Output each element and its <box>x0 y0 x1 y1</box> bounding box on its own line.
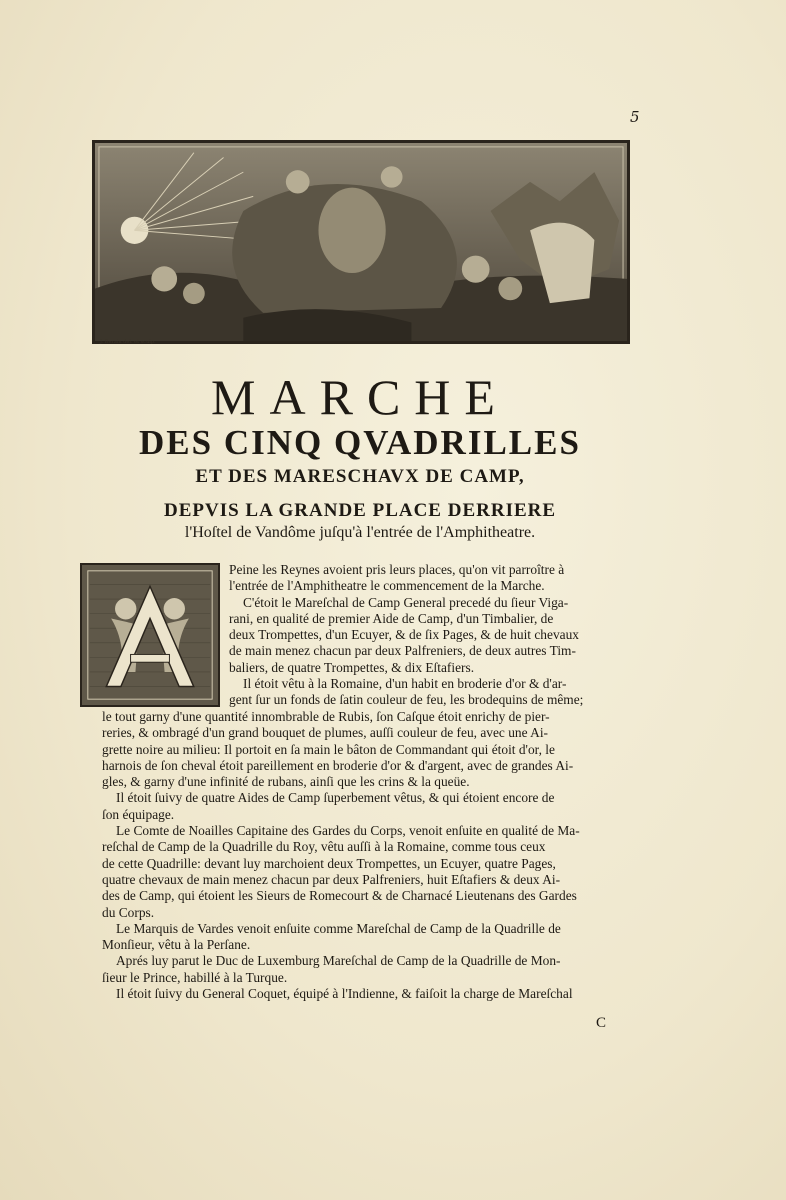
text-line: rani, en qualité de premier Aide de Camp, d'un Timbalier, de <box>229 610 554 626</box>
text-line: le tout garny d'une quantité innombrable de Rubis, ſon Caſque étoit enrichy de pier- <box>102 709 550 724</box>
text-line: quatre chevaux de main menez chacun par deux Palfreniers, huit Eſtafiers & deux Ai- <box>102 871 561 887</box>
text-line: ſieur le Prince, habillé à la Turque. <box>102 969 288 985</box>
text-line: grette noire au milieu: Il portoit en ſa main le bâton de Commandant qui étoit d'or, le <box>102 741 555 757</box>
title-marche: MARCHE <box>211 369 509 425</box>
page-number: 5 <box>630 108 640 126</box>
text-line: harnois de ſon cheval étoit pareillement en broderie d'or & d'argent, avec de grandes Ai- <box>102 757 574 773</box>
text-line: reries, & ombragé d'un grand bouquet de plumes, auſſi couleur de feu, avec une Ai- <box>102 725 549 741</box>
text-line: de main menez chacun par deux Palfreniers, de deux autres Tim- <box>229 643 576 659</box>
dropcap-illustrated-letter <box>80 563 220 707</box>
text-line: Il étoit vêtu à la Romaine, d'un habit en broderie d'or & d'ar- <box>243 676 567 692</box>
text-line: Il étoit ſuivy de quatre Aides de Camp ſuperbement vêtus, & qui étoient encore de <box>116 790 555 806</box>
text-line: ſon équipage. <box>102 806 175 822</box>
title-hostel-vandome: l'Hoſtel de Vandôme juſqu'à l'entrée de l'Amphitheatre. <box>184 524 536 541</box>
signature-mark: C <box>596 1015 607 1031</box>
body-text-opening <box>229 562 611 709</box>
text-line: baliers, de quatre Trompettes, & dix Eſtafiers. <box>229 659 475 675</box>
title-mareschaux: ET DES MARESCHAVX DE CAMP, <box>195 466 525 487</box>
text-line: reſchal de Camp de la Quadrille du Roy, vêtu auſſi à la Romaine, comme tous ceux <box>102 839 546 855</box>
text-line: C'étoit le Mareſchal de Camp General precedé du ſieur Viga- <box>243 594 569 610</box>
body-text-main <box>102 709 611 1002</box>
engraver-credit: J. Berain del. et sculp. <box>100 339 156 345</box>
text-line: Aprés luy parut le Duc de Luxemburg Mareſchal de Camp de la Quadrille de Mon- <box>116 953 561 969</box>
text-line: des de Camp, qui étoient les Sieurs de Romecourt & de Charnacé Lieutenans des Gardes <box>102 888 577 904</box>
title-cinq-quadrilles: DES CINQ QVADRILLES <box>139 423 581 462</box>
text-line: du Corps. <box>102 904 155 920</box>
text-line: Monſieur, vêtu à la Perſane. <box>102 937 251 953</box>
title-grande-place: DEPVIS LA GRANDE PLACE DERRIERE <box>163 500 557 521</box>
text-line: l'entrée de l'Amphitheatre le commencement de la Marche. <box>229 578 545 594</box>
engraved-banner-illustration <box>92 140 630 344</box>
text-line: Le Marquis de Vardes venoit enſuite comme Mareſchal de Camp de la Quadrille de <box>116 920 561 936</box>
text-line: deux Trompettes, d'un Ecuyer, & de ſix Pages, & de huit chevaux <box>229 627 579 643</box>
text-line: Peine les Reynes avoient pris leurs places, qu'on vit parroître à <box>229 562 565 577</box>
text-line: gles, & garny d'une infinité de rubans, ainſi que les crins & la queüe. <box>102 774 470 790</box>
text-line: gent ſur un fonds de ſatin couleur de feu, les brodequins de même; <box>229 692 584 708</box>
text-line: Il étoit ſuivy du General Coquet, équipé à l'Indienne, & faiſoit la charge de Mareſchal <box>116 986 573 1002</box>
text-line: de cette Quadrille: devant luy marchoient deux Trompettes, un Ecuyer, quatre Pages, <box>102 855 556 871</box>
text-line: Le Comte de Noailles Capitaine des Gardes du Corps, venoit enſuite en qualité de Ma- <box>116 823 580 839</box>
